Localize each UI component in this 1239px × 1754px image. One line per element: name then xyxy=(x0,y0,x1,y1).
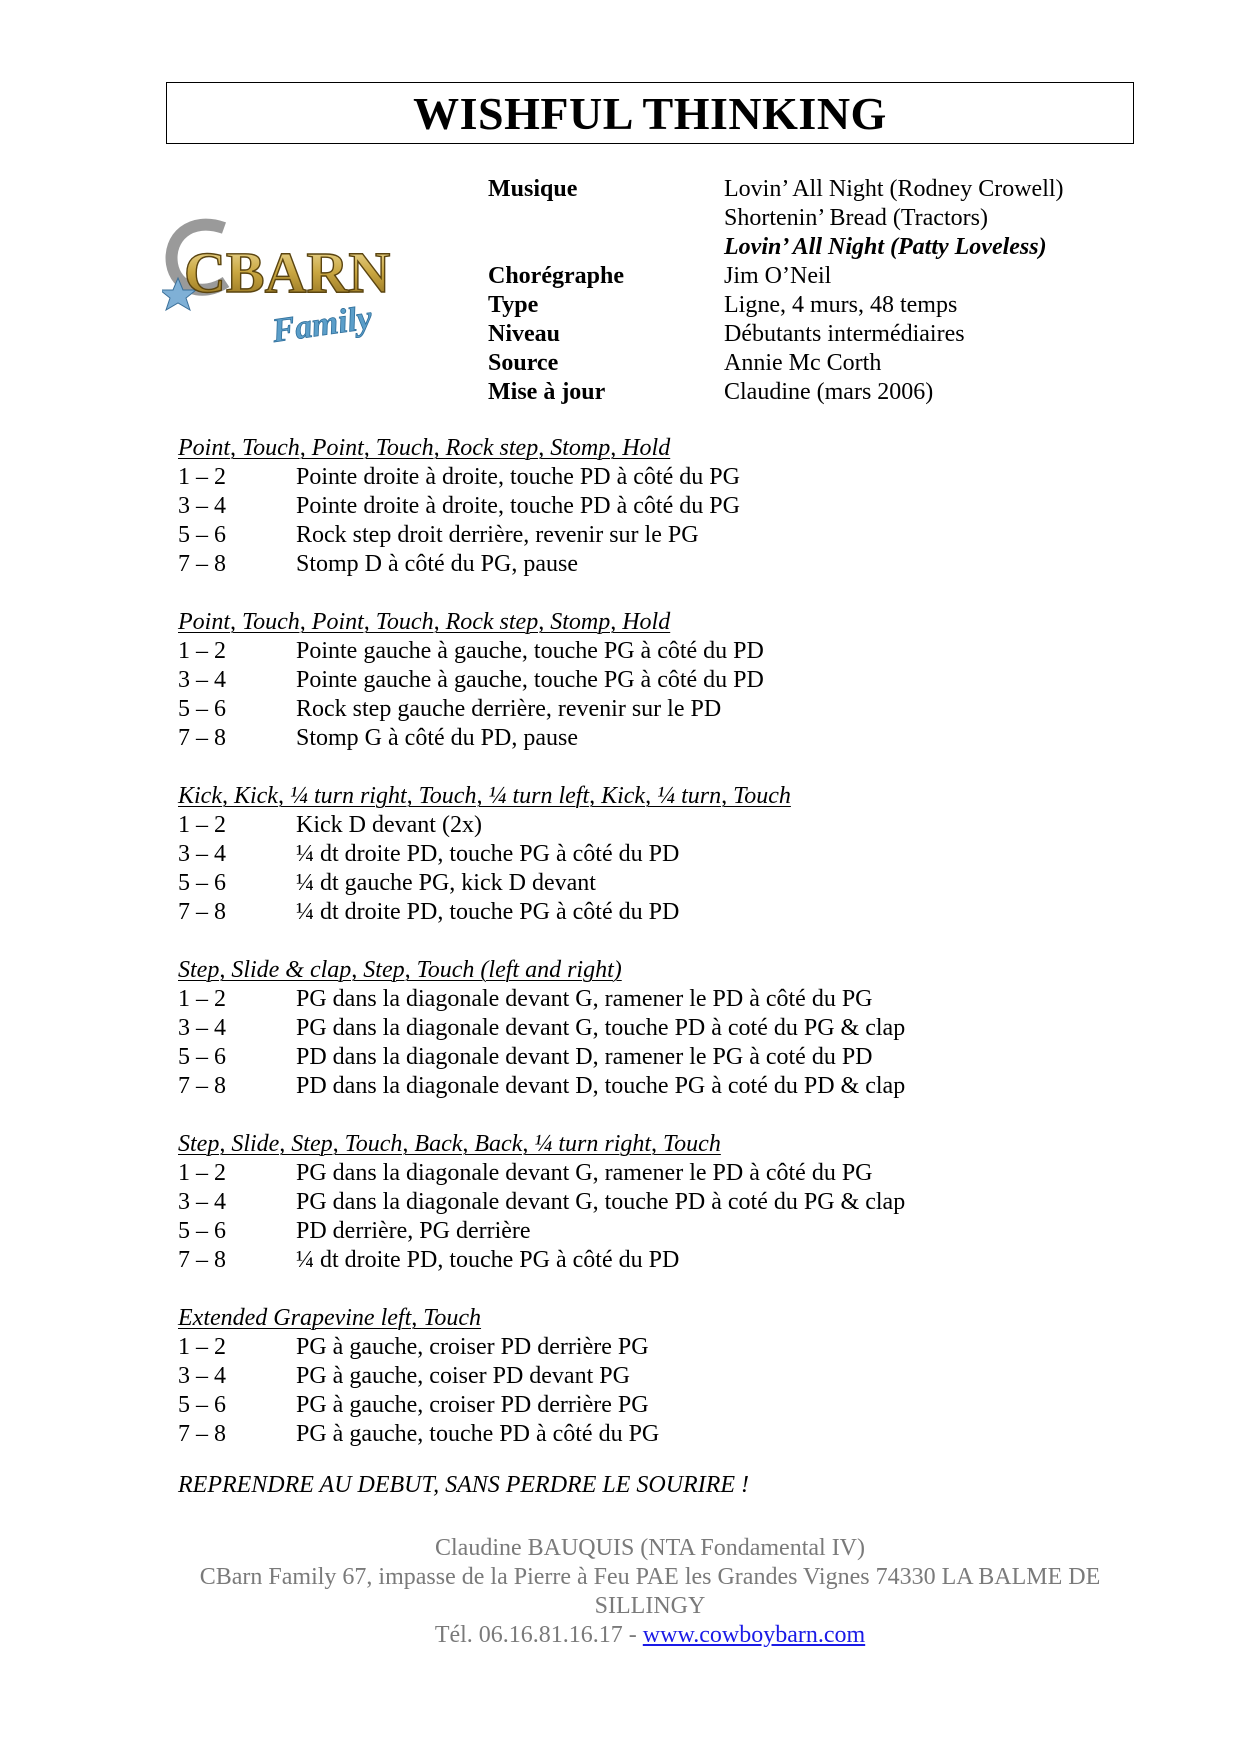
step-count: 7 – 8 xyxy=(178,1247,226,1273)
footer-address: CBarn Family 67, impasse de la Pierre à Feu PAE les Grandes Vignes 74330 LA BALME DE SILLINGY xyxy=(199,1564,1101,1619)
step-row xyxy=(178,492,905,521)
step-count: 5 – 6 xyxy=(178,1392,226,1418)
step-row xyxy=(178,463,905,492)
step-count: 1 – 2 xyxy=(178,638,226,664)
step-text: PD derrière, PG derrière xyxy=(296,1218,531,1244)
step-row xyxy=(178,985,905,1014)
step-row xyxy=(178,869,905,898)
footer-contact xyxy=(160,1621,1140,1650)
step-count: 5 – 6 xyxy=(178,1044,226,1070)
section-title: Kick, Kick, ¼ turn right, Touch, ¼ turn left, Kick, ¼ turn, Touch xyxy=(178,783,791,809)
step-count: 7 – 8 xyxy=(178,551,226,577)
section-2 xyxy=(178,608,905,753)
info-value: Lovin’ All Night (Rodney Crowell) xyxy=(724,176,1064,202)
section-title: Extended Grapevine left, Touch xyxy=(178,1305,482,1331)
step-row xyxy=(178,724,905,753)
step-row xyxy=(178,666,905,695)
step-text: ¼ dt gauche PG, kick D devant xyxy=(296,870,596,896)
section-title: Step, Slide, Step, Touch, Back, Back, ¼ turn right, Touch xyxy=(178,1131,721,1157)
step-count: 1 – 2 xyxy=(178,986,226,1012)
info-row-source xyxy=(488,349,1064,378)
logo-graphic xyxy=(162,208,414,366)
step-row xyxy=(178,898,905,927)
step-count: 1 – 2 xyxy=(178,812,226,838)
step-count: 1 – 2 xyxy=(178,464,226,490)
step-row xyxy=(178,1159,905,1188)
step-row xyxy=(178,1188,905,1217)
step-count: 7 – 8 xyxy=(178,899,226,925)
dance-info xyxy=(488,175,1064,407)
step-row xyxy=(178,840,905,869)
step-count: 5 – 6 xyxy=(178,696,226,722)
step-row xyxy=(178,1333,905,1362)
footer-author: Claudine BAUQUIS (NTA Fondamental IV) xyxy=(434,1535,866,1561)
info-value: Annie Mc Corth xyxy=(724,350,882,376)
step-text: Pointe droite à droite, touche PD à côté du PG xyxy=(296,493,740,519)
title-box xyxy=(166,82,1134,144)
cbarn-family-logo xyxy=(162,208,414,366)
section-1 xyxy=(178,434,905,579)
step-count: 7 – 8 xyxy=(178,1421,226,1447)
section-title: Point, Touch, Point, Touch, Rock step, Stomp, Hold xyxy=(178,609,671,635)
step-text: PD dans la diagonale devant D, touche PG à coté du PD & clap xyxy=(296,1073,906,1099)
info-row-musique xyxy=(488,175,1064,262)
info-value: Débutants intermédiaires xyxy=(724,321,965,347)
step-text: PG dans la diagonale devant G, ramener le PD à côté du PG xyxy=(296,1160,873,1186)
step-row xyxy=(178,811,905,840)
step-count: 7 – 8 xyxy=(178,1073,226,1099)
step-count: 3 – 4 xyxy=(178,1363,226,1389)
logo-sub-text: Family xyxy=(269,299,375,350)
info-value-emphasized: Lovin’ All Night (Patty Loveless) xyxy=(724,234,1047,260)
step-text: Pointe droite à droite, touche PD à côté du PG xyxy=(296,464,740,490)
step-row xyxy=(178,1420,905,1449)
step-text: ¼ dt droite PD, touche PG à côté du PD xyxy=(296,899,680,925)
step-text: PD dans la diagonale devant D, ramener le PG à coté du PD xyxy=(296,1044,873,1070)
step-count: 5 – 6 xyxy=(178,870,226,896)
info-value: Ligne, 4 murs, 48 temps xyxy=(724,292,958,318)
info-label: Musique xyxy=(488,176,578,202)
step-text: Kick D devant (2x) xyxy=(296,812,482,838)
step-row xyxy=(178,1072,905,1101)
step-text: PG à gauche, croiser PD derrière PG xyxy=(296,1392,649,1418)
step-row xyxy=(178,1043,905,1072)
info-row-choregraphe xyxy=(488,262,1064,291)
step-count: 7 – 8 xyxy=(178,725,226,751)
step-text: Stomp D à côté du PG, pause xyxy=(296,551,578,577)
step-text: PG à gauche, touche PD à côté du PG xyxy=(296,1421,660,1447)
info-value: Shortenin’ Bread (Tractors) xyxy=(724,205,988,231)
step-text: PG à gauche, coiser PD devant PG xyxy=(296,1363,630,1389)
step-row xyxy=(178,695,905,724)
step-text: PG à gauche, croiser PD derrière PG xyxy=(296,1334,649,1360)
step-text: ¼ dt droite PD, touche PG à côté du PD xyxy=(296,841,680,867)
step-text: Pointe gauche à gauche, touche PG à côté du PD xyxy=(296,638,764,664)
section-title: Point, Touch, Point, Touch, Rock step, Stomp, Hold xyxy=(178,435,671,461)
step-row xyxy=(178,1217,905,1246)
logo-main-text: CBARN xyxy=(184,240,391,305)
step-text: Rock step gauche derrière, revenir sur le PD xyxy=(296,696,722,722)
step-text: PG dans la diagonale devant G, touche PD à coté du PG & clap xyxy=(296,1015,906,1041)
step-row xyxy=(178,550,905,579)
info-label: Mise à jour xyxy=(488,379,606,405)
section-6 xyxy=(178,1304,905,1449)
step-count: 3 – 4 xyxy=(178,1189,226,1215)
footer xyxy=(160,1534,1140,1650)
info-row-type xyxy=(488,291,1064,320)
info-values xyxy=(724,175,1064,262)
section-title: Step, Slide & clap, Step, Touch (left and right) xyxy=(178,957,622,983)
step-text: PG dans la diagonale devant G, touche PD à coté du PG & clap xyxy=(296,1189,906,1215)
info-label: Chorégraphe xyxy=(488,263,624,289)
step-row xyxy=(178,1014,905,1043)
step-count: 3 – 4 xyxy=(178,1015,226,1041)
closing-line: REPRENDRE AU DEBUT, SANS PERDRE LE SOURIRE ! xyxy=(178,1472,750,1498)
step-count: 1 – 2 xyxy=(178,1160,226,1186)
info-label: Source xyxy=(488,350,559,376)
section-3 xyxy=(178,782,905,927)
step-sections xyxy=(178,434,905,1478)
footer-phone: Tél. 06.16.81.16.17 - xyxy=(434,1622,643,1648)
step-text: Pointe gauche à gauche, touche PG à côté du PD xyxy=(296,667,764,693)
step-row xyxy=(178,1246,905,1275)
section-5 xyxy=(178,1130,905,1275)
step-count: 3 – 4 xyxy=(178,493,226,519)
info-value: Jim O’Neil xyxy=(724,263,832,289)
step-row xyxy=(178,1362,905,1391)
step-text: Rock step droit derrière, revenir sur le PG xyxy=(296,522,699,548)
step-count: 1 – 2 xyxy=(178,1334,226,1360)
section-4 xyxy=(178,956,905,1101)
step-count: 3 – 4 xyxy=(178,841,226,867)
step-text: Stomp G à côté du PD, pause xyxy=(296,725,578,751)
website-link[interactable]: www.cowboybarn.com xyxy=(642,1622,866,1648)
info-row-niveau xyxy=(488,320,1064,349)
step-text: PG dans la diagonale devant G, ramener le PD à côté du PG xyxy=(296,986,873,1012)
step-count: 5 – 6 xyxy=(178,522,226,548)
step-row xyxy=(178,637,905,666)
step-row xyxy=(178,1391,905,1420)
info-value: Claudine (mars 2006) xyxy=(724,379,934,405)
info-label: Niveau xyxy=(488,321,560,347)
info-row-mise-a-jour xyxy=(488,378,1064,407)
step-row xyxy=(178,521,905,550)
step-count: 5 – 6 xyxy=(178,1218,226,1244)
info-label: Type xyxy=(488,292,539,318)
step-count: 3 – 4 xyxy=(178,667,226,693)
page-title: WISHFUL THINKING xyxy=(413,87,887,139)
step-text: ¼ dt droite PD, touche PG à côté du PD xyxy=(296,1247,680,1273)
